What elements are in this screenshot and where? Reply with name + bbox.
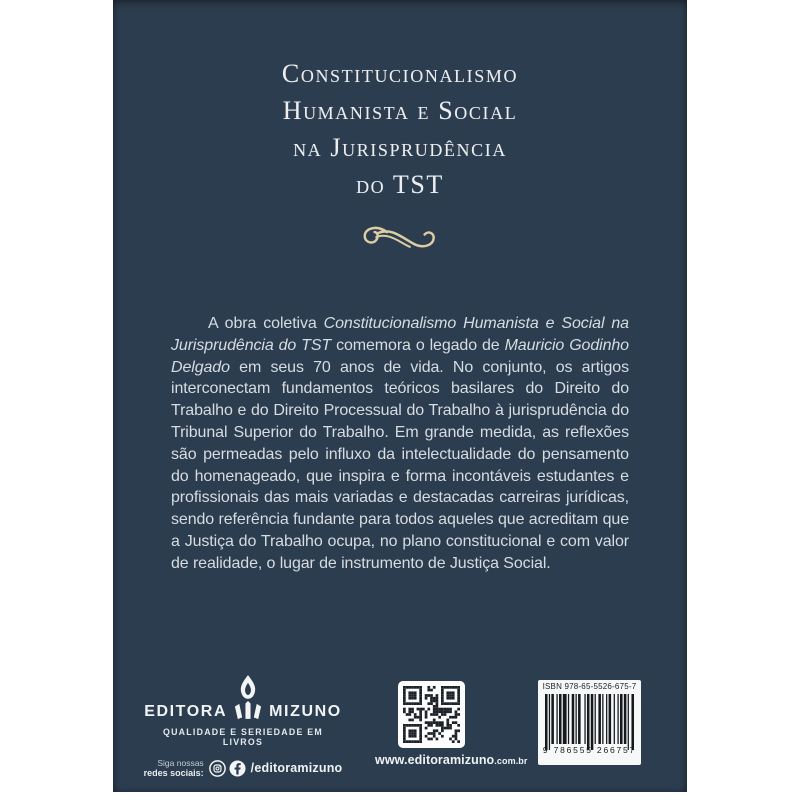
book-back-cover	[113, 0, 687, 792]
publisher-logo	[143, 672, 343, 722]
social-label-line1: Siga nossas	[157, 758, 204, 768]
synopsis-segment: Constitucionalismo Humanista e Social na Jurisprudência do TST	[171, 315, 629, 354]
qr-block	[375, 678, 528, 767]
synopsis-segment: em seus 70 anos de vida. No conjunto, os artigos interconectam fundamentos teóricos basilares do Direito do Trabalho e do Direito Processual do Trabalho à jurisprudência do Tribunal Superior do Trabalho. Em grande medida, as reflexões são permeadas pelo influxo da intelectualidade do pensamento do homenageado, que inspira e forma incontáveis estudantes e profissionais das mais variadas e destacadas carreiras jurídicas, sendo referência fundante para todos aqueles que acreditam que a Justiça do Trabalho ocupa, no plano constitucional e com valor de realidade, o lugar de instrumento de Justiça Social.	[171, 358, 629, 572]
title-line: Constitucionalismo	[281, 59, 519, 88]
publisher-tagline: QUALIDADE E SERIEDADE EM LIVROS	[162, 727, 323, 747]
synopsis-segment: A obra coletiva	[208, 315, 324, 332]
synopsis-segment: comemora o legado de	[331, 336, 505, 354]
synopsis-paragraph	[171, 313, 629, 575]
title-line: Humanista e Social	[282, 96, 518, 125]
social-label	[144, 758, 204, 779]
website-main: www.editoramizuno	[375, 753, 495, 767]
publisher-block	[143, 672, 343, 779]
instagram-icon	[209, 760, 226, 777]
synopsis-segment: Mauricio Godinho Delgado	[171, 336, 629, 376]
title-line: na Jurisprudência	[293, 133, 507, 162]
website-suffix: .com.br	[494, 756, 528, 766]
isbn-barcode	[538, 680, 641, 765]
qr-code	[398, 681, 465, 748]
isbn-label: ISBN 978-65-5526-675-7	[542, 682, 637, 691]
website-url	[375, 753, 528, 767]
facebook-icon	[229, 760, 246, 777]
social-row	[143, 758, 343, 779]
social-handle: /editoramizuno	[250, 761, 343, 776]
flame-torch-icon	[232, 672, 264, 722]
title-line: do TST	[356, 170, 444, 199]
publisher-name-right: MIZUNO	[269, 703, 342, 720]
publisher-name-left: EDITORA	[144, 703, 228, 720]
social-label-line2: redes sociais:	[143, 768, 204, 779]
flourish-ornament	[113, 222, 687, 257]
ean-digits: 9 786555 266757	[542, 745, 637, 755]
book-title	[113, 0, 687, 203]
